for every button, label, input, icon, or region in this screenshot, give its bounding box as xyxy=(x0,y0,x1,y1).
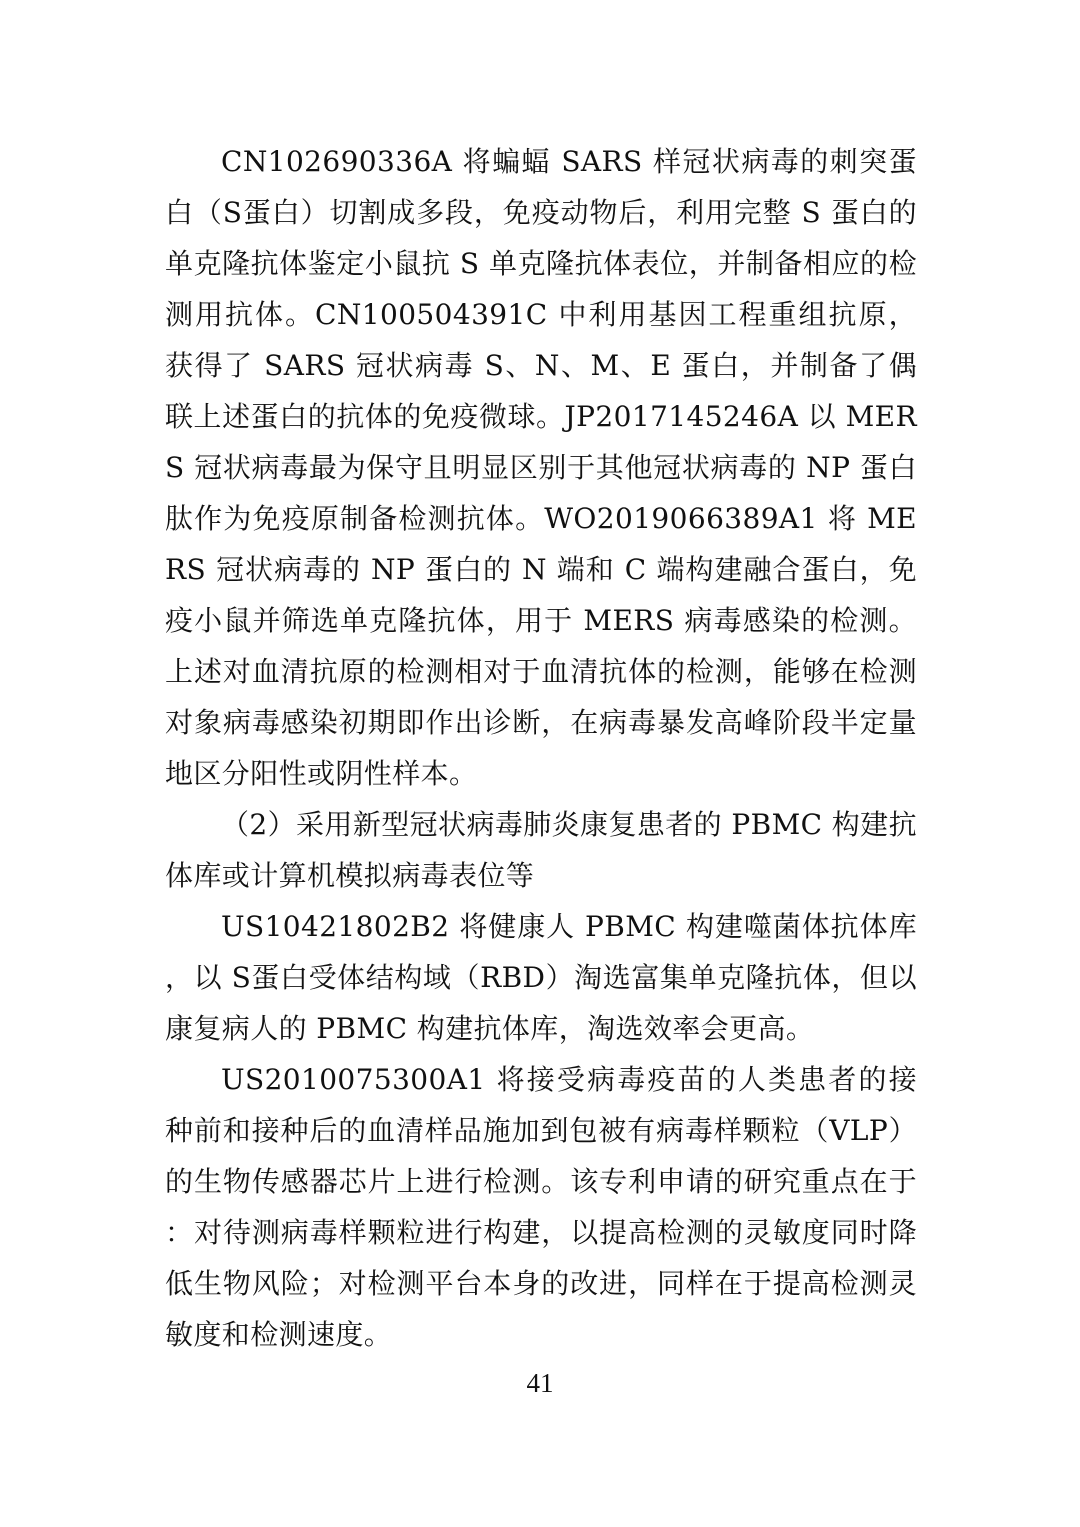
page-number: 41 xyxy=(526,1368,554,1398)
paragraph-patent-antigen-detection: CN102690336A 将蝙蝠 SARS 样冠状病毒的刺突蛋白（S蛋白）切割成多段，免疫动物后，利用完整 S 蛋白的单克隆抗体鉴定小鼠抗 S 单克隆抗体表位，并制备相应的检测用抗体。CN100504391C 中利用基因工程重组抗原，获得了 SARS 冠状病毒 S、N、M、E 蛋白，并制备了偶联上述蛋白的抗体的免疫微球。JP2017145246A 以 MERS 冠状病毒最为保守且明显区别于其他冠状病毒的 NP 蛋白肽作为免疫原制备检测抗体。WO2019066389A1 将 MERS 冠状病毒的 NP 蛋白的 N 端和 C 端构建融合蛋白，免疫小鼠并筛选单克隆抗体，用于 MERS 病毒感染的检测。上述对血清抗原的检测相对于血清抗体的检测，能够在检测对象病毒感染初期即作出诊断，在病毒暴发高峰阶段半定量地区分阳性或阴性样本。 xyxy=(165,145,917,790)
body-text xyxy=(165,136,917,1360)
paragraph-us10421802b2: US10421802B2 将健康人 PBMC 构建噬菌体抗体库，以 S蛋白受体结构域（RBD）淘选富集单克隆抗体，但以康复病人的 PBMC 构建抗体库，淘选效率会更高。 xyxy=(165,910,917,1045)
paragraph-us2010075300a1: US2010075300A1 将接受病毒疫苗的人类患者的接种前和接种后的血清样品施加到包被有病毒样颗粒（VLP）的生物传感器芯片上进行检测。该专利申请的研究重点在于：对待测病毒样颗粒进行构建，以提高检测的灵敏度同时降低生物风险；对检测平台本身的改进，同样在于提高检测灵敏度和检测速度。 xyxy=(165,1063,917,1351)
paragraph-section-heading-2: （2）采用新型冠状病毒肺炎康复患者的 PBMC 构建抗体库或计算机模拟病毒表位等 xyxy=(165,808,917,892)
